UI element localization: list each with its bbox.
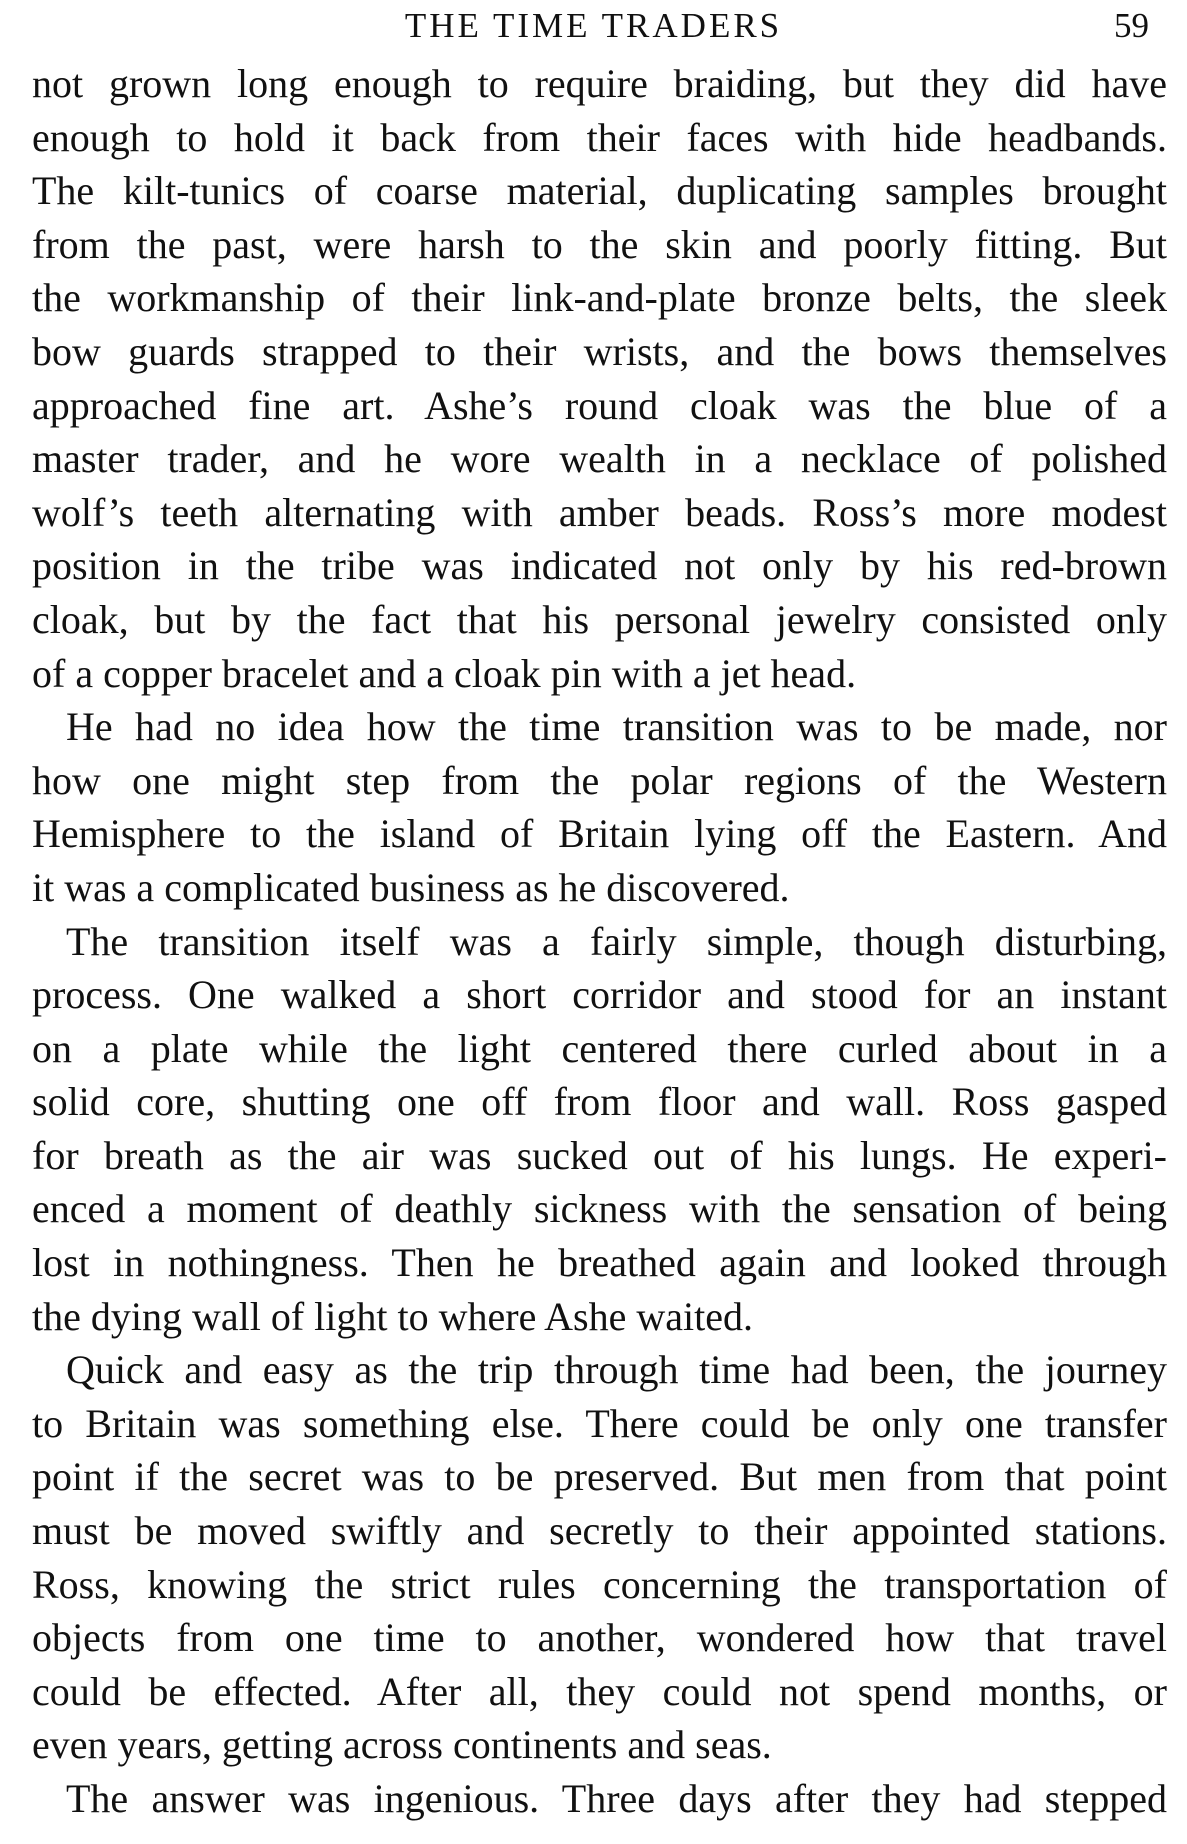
paragraph-start-line: Quick and easy as the trip through time had been, the journey: [66, 1347, 1167, 1393]
running-header: [28, 4, 1159, 48]
body-text: [32, 57, 1167, 1826]
text-line: how one might step from the polar regions of the Western: [32, 757, 1167, 803]
paragraph-end-line: of a copper bracelet and a cloak pin with a jet head.: [32, 650, 857, 696]
paragraph-start-line: The transition itself was a fairly simple, though disturbing,: [66, 918, 1167, 964]
text-line: must be moved swiftly and secretly to their appointed stations.: [32, 1508, 1167, 1554]
text-line: bow guards strapped to their wrists, and the bows themselves: [32, 328, 1167, 374]
paragraph-end-line: the dying wall of light to where Ashe waited.: [32, 1293, 753, 1339]
text-line: not grown long enough to require braiding, but they did have: [32, 61, 1167, 106]
text-line: cloak, but by the fact that his personal jewelry consisted only: [32, 596, 1167, 642]
text-line: solid core, shutting one off from floor and wall. Ross gasped: [32, 1079, 1167, 1125]
text-line: The kilt-tunics of coarse material, duplicating samples brought: [32, 168, 1167, 214]
text-line: wolf’s teeth alternating with amber beads. Ross’s more modest: [32, 489, 1167, 535]
text-line: enough to hold it back from their faces with hide headbands.: [32, 114, 1167, 160]
text-line: the workmanship of their link-and-plate bronze belts, the sleek: [32, 275, 1167, 321]
paragraph-start-line: He had no idea how the time transition was to be made, nor: [66, 704, 1167, 750]
text-line: could be effected. After all, they could not spend months, or: [32, 1668, 1167, 1714]
paragraph-end-line: it was a complicated business as he discovered.: [32, 864, 790, 910]
text-line: point if the secret was to be preserved. But men from that point: [32, 1454, 1167, 1500]
text-line: process. One walked a short corridor and stood for an instant: [32, 972, 1167, 1018]
text-line: approached fine art. Ashe’s round cloak was the blue of a: [32, 382, 1167, 428]
text-line: objects from one time to another, wondered how that travel: [32, 1615, 1167, 1661]
paragraph-end-line: even years, getting across continents and seas.: [32, 1722, 772, 1768]
text-line: master trader, and he wore wealth in a necklace of polished: [32, 436, 1167, 482]
text-line: Hemisphere to the island of Britain lying off the Eastern. And: [32, 811, 1167, 857]
text-line: on a plate while the light centered there curled about in a: [32, 1025, 1167, 1071]
page-number: 59: [1114, 6, 1149, 45]
text-line: enced a moment of deathly sickness with the sensation of being: [32, 1186, 1167, 1232]
text-line: position in the tribe was indicated not only by his red-brown: [32, 543, 1167, 589]
text-line: for breath as the air was sucked out of his lungs. He experi-: [32, 1132, 1167, 1178]
text-line: Ross, knowing the strict rules concerning the transportation of: [32, 1561, 1167, 1607]
text-line: to Britain was something else. There could be only one transfer: [32, 1400, 1167, 1446]
running-title: THE TIME TRADERS: [404, 6, 783, 45]
text-line: lost in nothingness. Then he breathed again and looked through: [32, 1240, 1167, 1286]
text-line: from the past, were harsh to the skin and poorly fitting. But: [32, 221, 1167, 267]
paragraph-start-line: The answer was ingenious. Three days after they had stepped: [66, 1776, 1167, 1821]
